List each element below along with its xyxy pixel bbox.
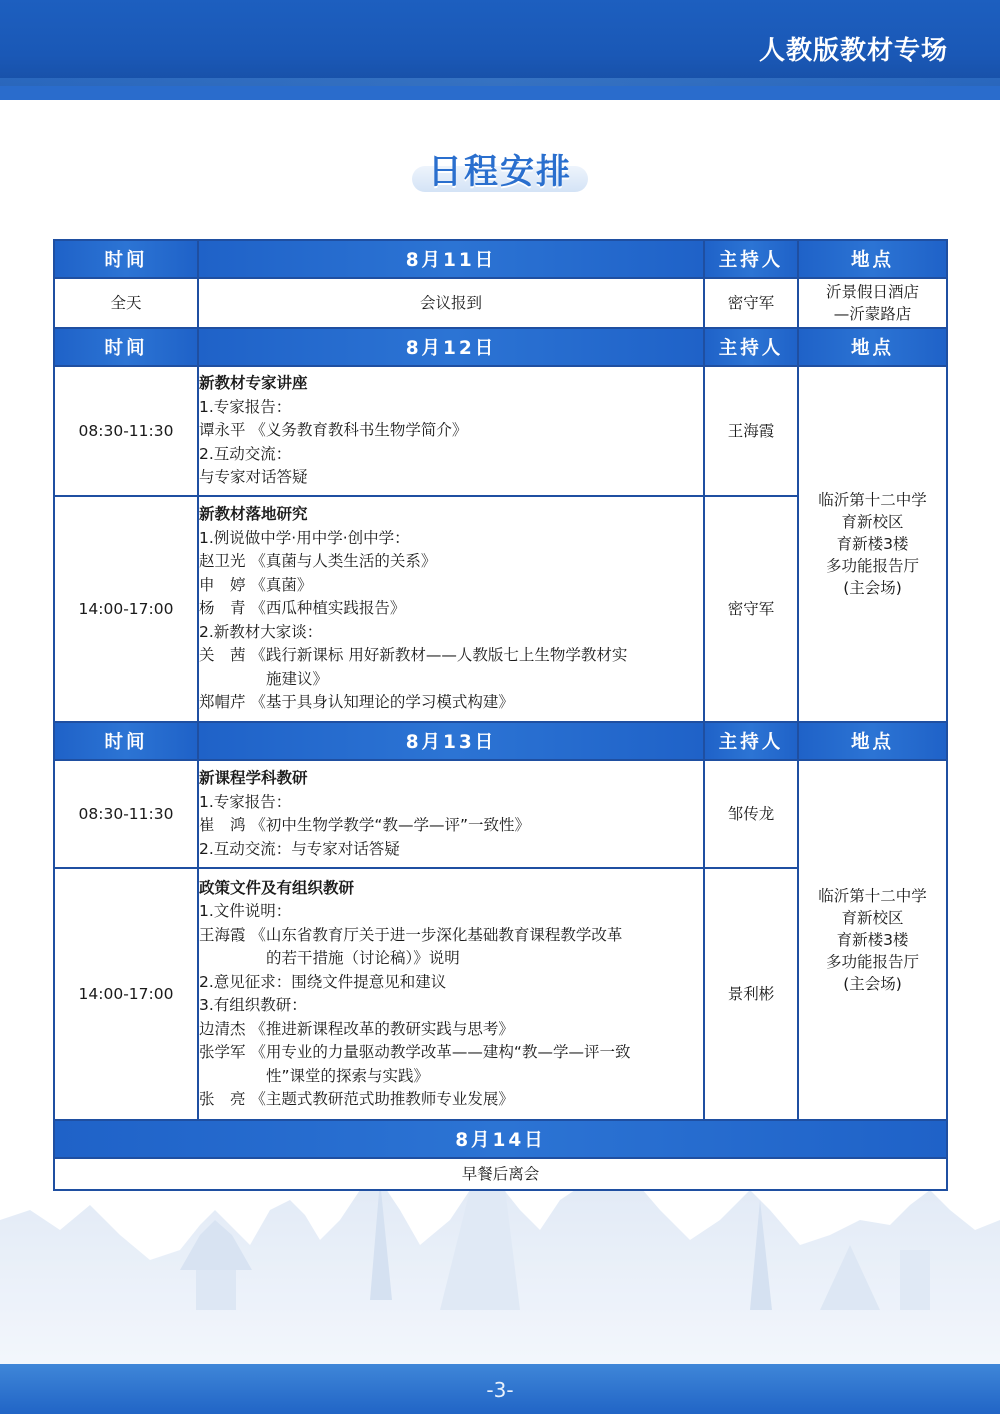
session-content: 会议报到 [198,278,704,328]
place-line: 育新楼3楼 [836,931,909,949]
host-cell: 密守军 [704,496,798,722]
session-line: 郑帽芹 《基于具身认知理论的学习模式构建》 [199,693,514,712]
place-cell [798,366,947,722]
time-column-header: 时间 [54,722,198,760]
place-line: 临沂第十二中学 [818,887,927,905]
date-header: 8月12日 [198,328,704,366]
host-column-header: 主持人 [704,722,798,760]
session-line: 1.文件说明： [199,902,292,920]
session-line: 2.新教材大家谈： [199,622,323,641]
place-column-header: 地点 [798,328,947,366]
session-line: 2.意见征求：围绕文件提意见和建议 [199,972,447,991]
place-line: 沂景假日酒店 [825,283,919,301]
session-line: 申 婷 《真菌》 [199,575,313,594]
session-title: 政策文件及有组织教研 [199,878,355,897]
host-column-header: 主持人 [704,240,798,278]
schedule-row [54,1158,947,1190]
schedule-row [54,760,947,868]
session-line: 3.有组织教研： [199,996,307,1014]
time-cell: 全天 [54,278,198,328]
host-column-header: 主持人 [704,328,798,366]
session-content [198,868,704,1120]
schedule-row [54,366,947,496]
session-line: 1.专家报告： [199,397,292,416]
place-column-header: 地点 [798,240,947,278]
day-header-row [54,328,947,366]
time-cell: 08:30-11:30 [54,366,198,496]
session-line: 赵卫光 《真菌与人类生活的关系》 [199,552,437,571]
session-line: 杨 青 《西瓜种植实践报告》 [199,599,406,618]
session-line: 与专家对话答疑 [199,468,308,487]
session-title: 新课程学科教研 [199,769,308,787]
place-cell [798,278,947,328]
session-line: 张学军 《用专业的力量驱动教学改革——建构“教—学—评一致 [199,1043,631,1061]
time-cell: 08:30-11:30 [54,760,198,868]
date-header: 8月14日 [54,1120,947,1158]
place-line: (主会场) [843,579,902,597]
session-line: 的若干措施（讨论稿）》说明 [266,949,460,967]
time-column-header: 时间 [54,328,198,366]
page-number: -3- [486,1378,514,1402]
banner-wave [0,86,1000,100]
host-cell: 邹传龙 [704,760,798,868]
session-content: 早餐后离会 [54,1158,947,1190]
host-cell: 景利彬 [704,868,798,1120]
session-line: 性”课堂的探索与实践》 [266,1066,430,1085]
place-cell [798,760,947,1120]
session-line: 关 茜 《践行新课标 用好新教材——人教版七上生物学教材实 [199,646,628,665]
place-line: 临沂第十二中学 [818,491,927,509]
schedule-row [54,278,947,328]
session-line: 1.例说做中学·用中学·创中学： [199,528,410,547]
time-column-header: 时间 [54,240,198,278]
place-line: (主会场) [843,975,902,993]
page-title: 日程安排 [428,152,572,192]
day-header-row [54,240,947,278]
day-header-row [54,1120,947,1158]
host-cell: 密守军 [704,278,798,328]
session-content [198,366,704,496]
session-title: 新教材专家讲座 [199,374,308,393]
session-line: 2.互动交流：与专家对话答疑 [199,839,400,858]
day-header-row [54,722,947,760]
banner-title: 人教版教材专场 [758,36,948,66]
session-line: 崔 鸿 《初中生物学教学“教—学—评”一致性》 [199,816,530,834]
host-cell: 王海霞 [704,366,798,496]
time-cell: 14:00-17:00 [54,868,198,1120]
place-line: 多功能报告厅 [825,557,919,575]
session-line: 王海霞 《山东省教育厅关于进一步深化基础教育课程教学改革 [199,925,623,944]
date-header: 8月11日 [198,240,704,278]
page-title-wrap [0,140,1000,200]
session-line: 张 亮 《主题式教研范式助推教师专业发展》 [199,1090,514,1108]
session-line: 谭永平 《义务教育教科书生物学简介》 [199,421,468,440]
place-line: 育新校区 [841,513,904,531]
session-title: 新教材落地研究 [199,505,308,524]
session-line: 2.互动交流： [199,444,292,463]
session-line: 1.专家报告： [199,792,292,811]
session-line: 施建议》 [266,669,329,688]
top-banner [0,0,1000,100]
schedule-table [53,239,948,1191]
session-content [198,496,704,722]
place-column-header: 地点 [798,722,947,760]
place-line: 多功能报告厅 [825,953,919,971]
place-line: 育新校区 [841,909,904,927]
date-header: 8月13日 [198,722,704,760]
place-line: —沂蒙路店 [833,305,912,323]
session-content [198,760,704,868]
place-line: 育新楼3楼 [836,535,909,553]
session-line: 边清杰 《推进新课程改革的教研实践与思考》 [199,1019,514,1038]
time-cell: 14:00-17:00 [54,496,198,722]
